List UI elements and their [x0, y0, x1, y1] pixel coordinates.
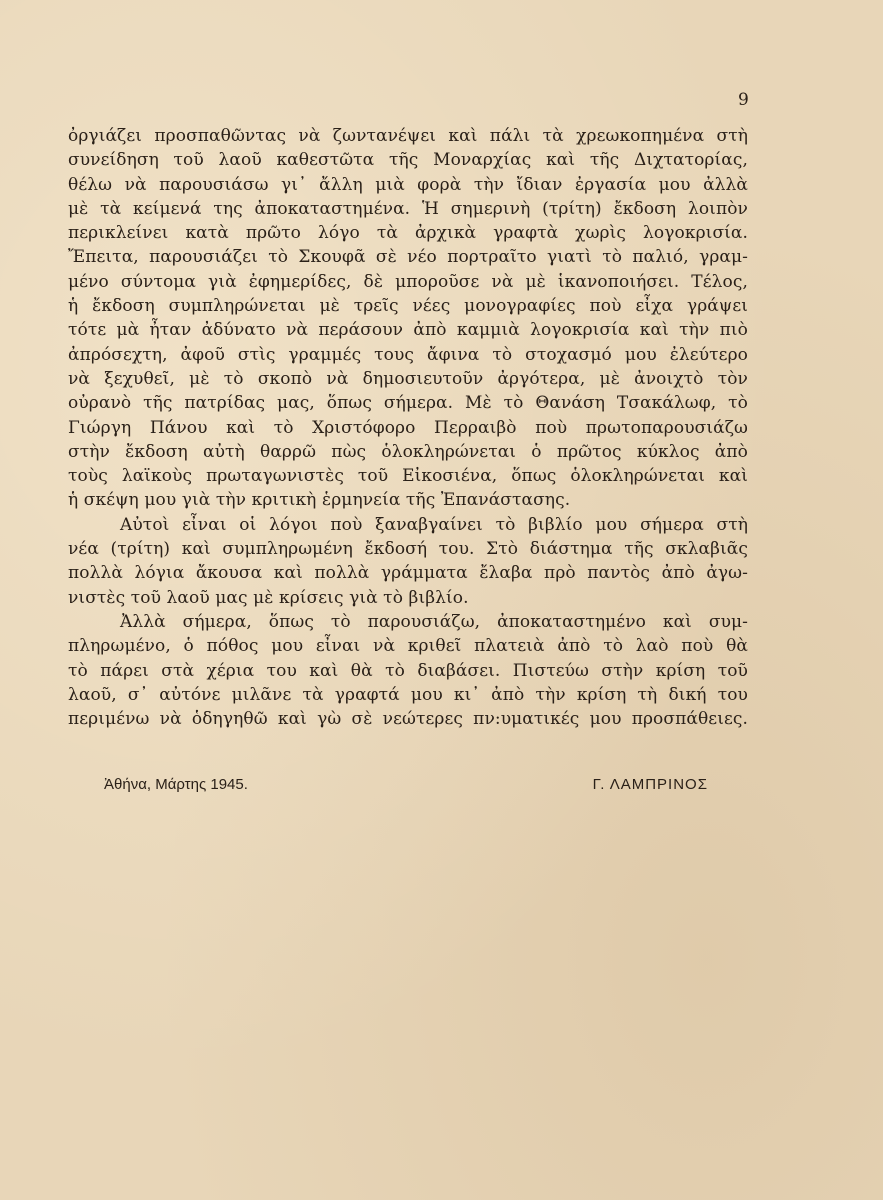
text-line: στὴν ἔκδοση αὐτὴ θαρρῶ πὼς ὁλοκληρώνεται ὁ πρῶτος κύκλος ἀπὸ — [68, 441, 748, 462]
text-line: τότε μὰ ἦταν ἀδύνατο νὰ περάσουν ἀπὸ καμμιὰ λογοκρισία καὶ τὴν πιὸ — [68, 320, 748, 341]
text-line: πολλὰ λόγια ἄκουσα καὶ πολλὰ γράμματα ἔλαβα πρὸ παντὸς ἀπὸ ἀγω- — [68, 563, 748, 584]
text-line: πληρωμένο, ὁ πόθος μου εἶναι νὰ κριθεῖ πλατειὰ ἀπὸ τὸ λαὸ ποὺ θὰ — [68, 636, 748, 657]
text-line: οὐρανὸ τῆς πατρίδας μας, ὅπως σήμερα. Μὲ τὸ Θανάση Τσακάλωφ, τὸ — [68, 393, 748, 414]
place-date: Ἀθήνα, Μάρτης 1945. — [104, 776, 248, 793]
text-line: μένο σύντομα γιὰ ἐφημερίδες, δὲ μποροῦσε νὰ μὲ ἱκανοποιήσει. Τέλος, — [68, 271, 748, 292]
text-line: ἡ ἔκδοση συμπληρώνεται μὲ τρεῖς νέες μονογραφίες ποὺ εἶχα γράψει — [68, 296, 748, 317]
text-line: νέα (τρίτη) καὶ συμπληρωμένη ἔκδοσή του. Στὸ διάστημα τῆς σκλαβιᾶς — [68, 539, 748, 560]
text-line: περικλείνει κατὰ πρῶτο λόγο τὰ ἀρχικὰ γραφτὰ χωρὶς λογοκρισία. — [68, 223, 748, 244]
page-number: 9 — [738, 90, 749, 110]
text-line: Ἔπειτα, παρουσιάζει τὸ Σκουφᾶ σὲ νέο πορτραῖτο γιατὶ τὸ παλιό, γραμ- — [68, 247, 748, 268]
text-line: τὸ πάρει στὰ χέρια του καὶ θὰ τὸ διαβάσει. Πιστεύω στὴν κρίση τοῦ — [68, 660, 748, 681]
text-line: λαοῦ, σ᾽ αὐτόνε μιλᾶνε τὰ γραφτά μου κι᾽ ἀπὸ τὴν κρίση τὴ δική του — [68, 684, 748, 705]
text-line: Αὐτοὶ εἶναι οἱ λόγοι ποὺ ξαναβγαίνει τὸ βιβλίο μου σήμερα στὴ — [120, 514, 748, 535]
text-line: τοὺς λαϊκοὺς πρωταγωνιστὲς τοῦ Εἰκοσιένα, ὅπως ὁλοκληρώνεται καὶ — [68, 466, 748, 487]
signature-block — [68, 776, 708, 800]
text-line: νιστὲς τοῦ λαοῦ μας μὲ κρίσεις γιὰ τὸ βιβλίο. — [68, 587, 469, 608]
text-line: ἡ σκέψη μου γιὰ τὴν κριτικὴ ἑρμηνεία τῆς Ἐπανάστασης. — [68, 490, 571, 511]
text-line: Γιώργη Πάνου καὶ τὸ Χριστόφορο Περραιβὸ ποὺ πρωτοπαρουσιάζω — [68, 417, 748, 438]
text-line: περιμένω νὰ ὁδηγηθῶ καὶ γὼ σὲ νεώτερες πν:υματικές μου προσπάθειες. — [68, 709, 748, 730]
text-line: μὲ τὰ κείμενά της ἀποκαταστημένα. Ἡ σημερινὴ (τρίτη) ἔκδοση λοιπὸν — [68, 198, 748, 219]
text-line: συνείδηση τοῦ λαοῦ καθεστῶτα τῆς Μοναρχίας καὶ τῆς Διχτατορίας, — [68, 150, 748, 171]
text-line: Ἀλλὰ σήμερα, ὅπως τὸ παρουσιάζω, ἀποκαταστημένο καὶ συμ- — [120, 611, 748, 632]
text-line: θέλω νὰ παρουσιάσω γι᾽ ἄλλη μιὰ φορὰ τὴν ἴδιαν ἐργασία μου ἀλλὰ — [68, 174, 748, 195]
text-line: ὀργιάζει προσπαθῶντας νὰ ζωντανέψει καὶ πάλι τὰ χρεωκοπημένα στὴ — [68, 126, 748, 146]
text-line: ἀπρόσεχτη, ἀφοῦ στὶς γραμμές τους ἄφινα τὸ στοχασμό μου ἐλεύτερο — [68, 344, 748, 365]
text-line: νὰ ξεχυθεῖ, μὲ τὸ σκοπὸ νὰ δημοσιευτοῦν ἀργότερα, μὲ ἀνοιχτὸ τὸν — [68, 368, 748, 389]
body-text — [68, 124, 748, 731]
author-name: Γ. ΛΑΜΠΡΙΝΟΣ — [592, 776, 708, 793]
